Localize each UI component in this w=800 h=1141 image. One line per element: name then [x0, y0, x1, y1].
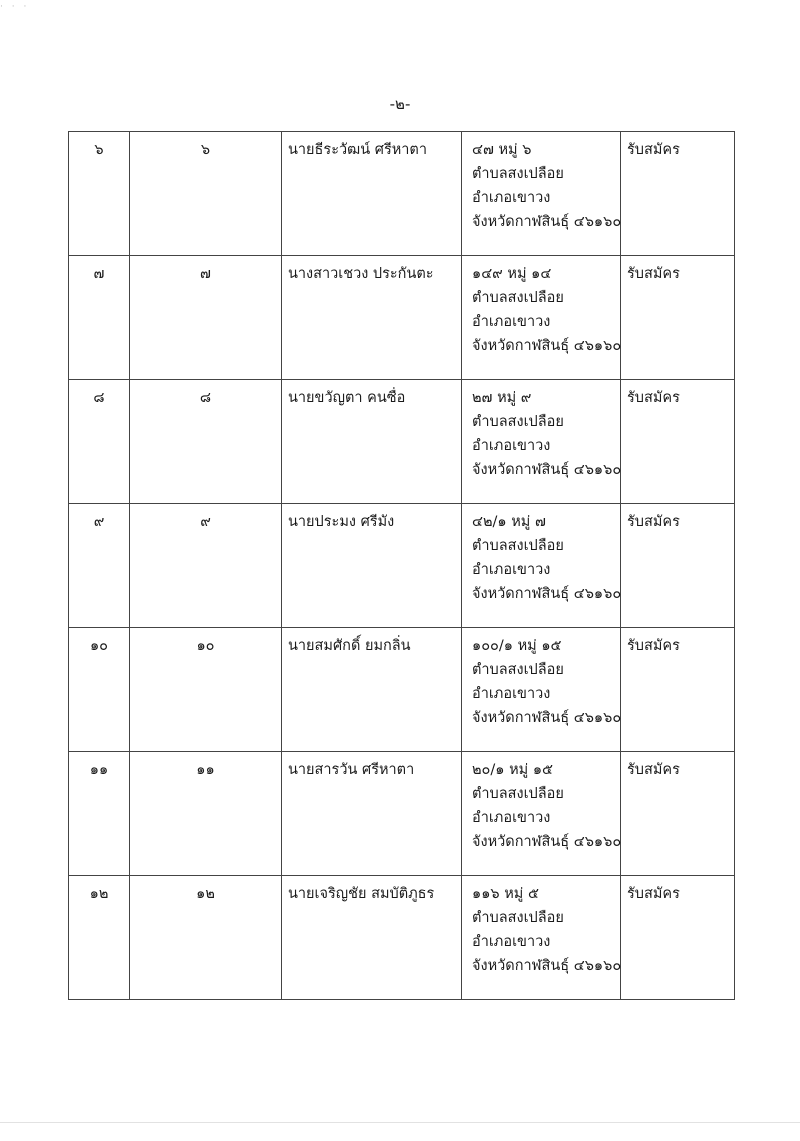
address-line: ๒๗ หมู่ ๙ [472, 390, 532, 406]
sequence-cell: ๑๐ [69, 628, 130, 752]
address-cell [462, 380, 621, 504]
address-line: ๔๗ หมู่ ๖ [472, 142, 532, 158]
status-cell: รับสมัคร [621, 752, 735, 876]
address-cell [462, 132, 621, 256]
address-line: ตำบลสงเปลือย [472, 414, 564, 430]
address-line: ๑๐๐/๑ หมู่ ๑๕ [472, 638, 562, 654]
table-row [69, 752, 735, 876]
address-line: ตำบลสงเปลือย [472, 910, 564, 926]
address-line: ตำบลสงเปลือย [472, 538, 564, 554]
name-cell: นางสาวเชวง ประกันตะ [282, 256, 462, 380]
address-line: อำเภอเขาวง [472, 810, 551, 826]
table-row [69, 504, 735, 628]
table-row [69, 876, 735, 1000]
number-cell: ๑๒ [130, 876, 282, 1000]
address-line: อำเภอเขาวง [472, 686, 551, 702]
address-cell [462, 876, 621, 1000]
address-line: อำเภอเขาวง [472, 314, 551, 330]
address-line: อำเภอเขาวง [472, 934, 551, 950]
number-cell: ๗ [130, 256, 282, 380]
address-line: อำเภอเขาวง [472, 190, 551, 206]
status-cell: รับสมัคร [621, 256, 735, 380]
number-cell: ๑๑ [130, 752, 282, 876]
status-cell: รับสมัคร [621, 380, 735, 504]
name-cell: นายขวัญตา คนซื่อ [282, 380, 462, 504]
address-line: จังหวัดกาฬสินธุ์ ๔๖๑๖๐ [472, 338, 622, 354]
address-cell [462, 504, 621, 628]
address-line: ตำบลสงเปลือย [472, 662, 564, 678]
address-line: อำเภอเขาวง [472, 562, 551, 578]
address-line: ๑๑๖ หมู่ ๕ [472, 886, 539, 902]
sequence-cell: ๖ [69, 132, 130, 256]
status-cell: รับสมัคร [621, 628, 735, 752]
number-cell: ๑๐ [130, 628, 282, 752]
address-line: อำเภอเขาวง [472, 438, 551, 454]
address-line: ๔๒/๑ หมู่ ๗ [472, 514, 546, 530]
sequence-cell: ๘ [69, 380, 130, 504]
address-cell [462, 752, 621, 876]
name-cell: นายสมศักดิ์ ยมกลิ่น [282, 628, 462, 752]
table-row [69, 256, 735, 380]
number-cell: ๙ [130, 504, 282, 628]
name-cell: นายประมง ศรีมัง [282, 504, 462, 628]
name-cell: นายสารวัน ศรีหาตา [282, 752, 462, 876]
page-number: -๒- [389, 95, 411, 113]
applicant-table [68, 131, 735, 1000]
address-cell [462, 628, 621, 752]
name-cell: นายเจริญชัย สมบัติภูธร [282, 876, 462, 1000]
sequence-cell: ๗ [69, 256, 130, 380]
address-line: จังหวัดกาฬสินธุ์ ๔๖๑๖๐ [472, 958, 622, 974]
sequence-cell: ๑๑ [69, 752, 130, 876]
name-cell: นายธีระวัฒน์ ศรีหาตา [282, 132, 462, 256]
table-row [69, 132, 735, 256]
sequence-cell: ๑๒ [69, 876, 130, 1000]
address-line: จังหวัดกาฬสินธุ์ ๔๖๑๖๐ [472, 586, 622, 602]
scan-edge-line [0, 1122, 800, 1123]
number-cell: ๖ [130, 132, 282, 256]
status-cell: รับสมัคร [621, 132, 735, 256]
table-row [69, 380, 735, 504]
address-cell [462, 256, 621, 380]
sequence-cell: ๙ [69, 504, 130, 628]
scan-speck-mark: · · · [0, 2, 30, 12]
address-line: ๑๔๙ หมู่ ๑๔ [472, 266, 552, 282]
number-cell: ๘ [130, 380, 282, 504]
table-row [69, 628, 735, 752]
address-line: จังหวัดกาฬสินธุ์ ๔๖๑๖๐ [472, 834, 622, 850]
status-cell: รับสมัคร [621, 504, 735, 628]
address-line: ตำบลสงเปลือย [472, 290, 564, 306]
address-line: ตำบลสงเปลือย [472, 166, 564, 182]
address-line: ตำบลสงเปลือย [472, 786, 564, 802]
status-cell: รับสมัคร [621, 876, 735, 1000]
address-line: จังหวัดกาฬสินธุ์ ๔๖๑๖๐ [472, 710, 622, 726]
address-line: จังหวัดกาฬสินธุ์ ๔๖๑๖๐ [472, 214, 622, 230]
address-line: จังหวัดกาฬสินธุ์ ๔๖๑๖๐ [472, 462, 622, 478]
address-line: ๒๐/๑ หมู่ ๑๕ [472, 762, 554, 778]
